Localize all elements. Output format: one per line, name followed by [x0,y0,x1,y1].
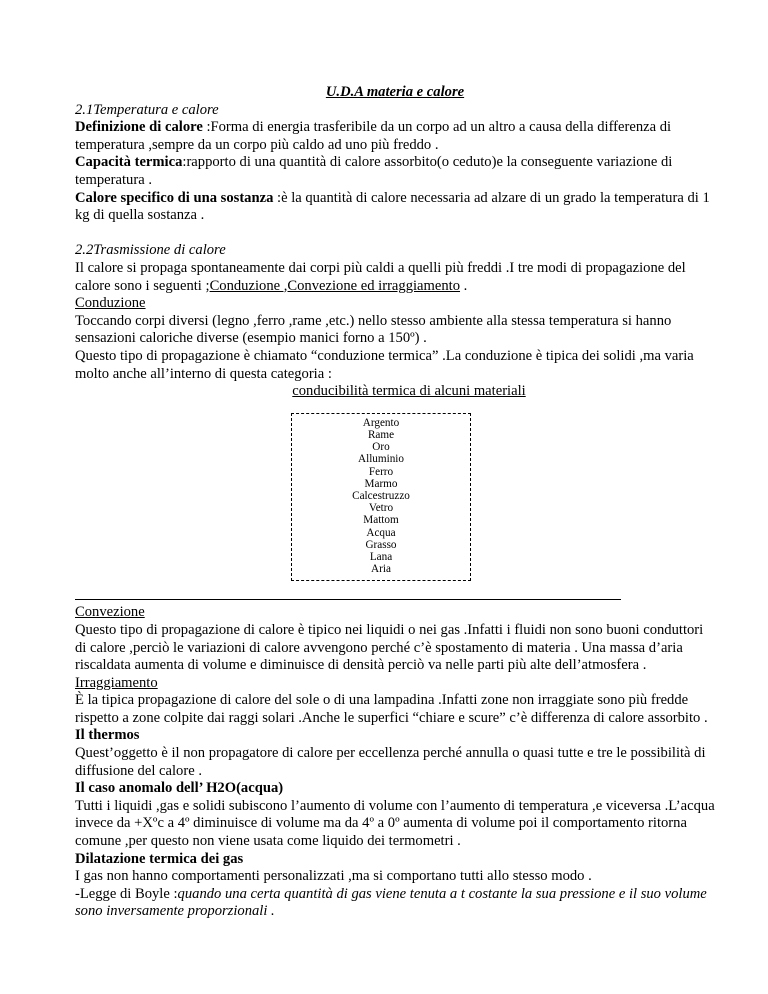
paragraph-h2o: Tutti i liquidi ,gas e solidi subiscono l’aumento di volume con l’aumento di temperatura ,e viceversa .L’acqua invece da +Xºc a 4º diminuisce di volume ma da 4º a 0º aumenta di volume poi il comportamento ritorna comune ,per questo non viene usata come liquido dei termometri . [75,797,715,850]
paragraph-conduzione-1: Toccando corpi diversi (legno ,ferro ,rame ,etc.) nello stesso ambiente alla stessa temperatura si hanno sensazioni caloriche diverse (esempio manici forno a 150º) . [75,312,672,347]
material-item: Vetro [368,502,394,515]
term-calore-specifico: Calore specifico di una sostanza [75,189,274,206]
material-item: Argento [362,416,400,429]
subheading-conduzione: Conduzione [75,295,146,312]
subheading-dilatazione-gas: Dilatazione termica dei gas [75,850,244,867]
paragraph-conduzione-2: Questo tipo di propagazione è chiamato “conduzione termica” .La conduzione è tipica dei solidi ,ma varia molto anche all’interno di questa categoria : [75,347,694,382]
boyle-law-text: quando una certa quantità di gas viene tenuta a t costante la sua pressione e il suo volume sono inversamente proporzionali . [75,885,707,920]
material-item: Rame [367,428,395,441]
document-title: U.D.A materia e calore [325,84,465,100]
modes-underlined: Conduzione ,Convezione ed irraggiamento [209,277,461,294]
paragraph-intro: Il calore si propaga spontaneamente dai corpi più caldi a quelli più freddi .I tre modi di propagazione del calore sono i seguenti ;Conduzione ,Convezione ed irraggiamento . [75,259,686,294]
paragraph-gas: I gas non hanno comportamenti personalizzati ,ma si comportano tutti allo stesso modo . [75,868,592,885]
paragraph-irraggiamento: È la tipica propagazione di calore del sole o di una lampadina .Infatti zone non irraggiate sono più fredde rispetto a zone colpite dai raggi solari .Anche le superfici “chiare e scure” c’è differenza di calore assorbito . [75,692,708,726]
material-item: Grasso [365,538,397,551]
definition-capacita: Capacità termica:rapporto di una quantità di calore assorbito(o ceduto)e la conseguente variazione di temperatura . [75,154,673,188]
paragraph-boyle: -Legge di Boyle :quando una certa quantità di gas viene tenuta a t costante la sua pressione e il suo volume sono inversamente proporzionali . [75,885,707,920]
subheading-h2o: Il caso anomalo dell’ H2O(acqua) [75,780,284,797]
horizontal-divider [75,599,621,600]
section-heading-temperatura: 2.1Temperatura e calore [75,101,219,118]
term-capacita: Capacità termica [75,154,183,171]
material-item: Acqua [366,526,396,539]
term-calore: Definizione di calore [75,119,203,136]
material-item: Alluminio [358,453,404,466]
material-item: Calcestruzzo [352,489,410,502]
material-item: Marmo [364,477,398,490]
subheading-thermos: Il thermos [75,727,140,744]
material-item: Oro [372,441,390,454]
definition-calore-specifico: Calore specifico di una sostanza :è la quantità di calore necessaria ad alzare di un grado la temperatura di 1 kg di quella sostanza . [75,189,710,224]
paragraph-convezione: Questo tipo di propagazione di calore è tipico nei liquidi o nei gas .Infatti i fluidi non sono buoni conduttori di calore ,perciò le variazioni di calore avvengono perché c’è spostamento di materia . Una massa d’aria riscaldata aumenta di volume e diminuisce di densità perciò va nelle parti più alte dell’atmosfera . [75,621,704,674]
subheading-irraggiamento: Irraggiamento [75,674,158,691]
table-caption: conducibilità termica di alcuni materiali [292,383,526,400]
materials-list-box [291,413,471,582]
definition-calore: Definizione di calore :Forma di energia trasferibile da un corpo ad un altro a causa della differenza di temperatura ,sempre da un corpo più caldo ad uno più freddo . [75,119,672,153]
material-item: Aria [371,563,391,576]
document-page [75,84,715,921]
material-item: Lana [369,550,393,563]
material-item: Ferro [368,465,394,478]
paragraph-thermos: Quest’oggetto è il non propagatore di calore per eccellenza perché annulla o quasi tutte e tre le possibilità di diffusione del calore . [75,745,706,779]
section-heading-trasmissione: 2.2Trasmissione di calore [75,242,226,259]
material-item: Mattom [363,514,399,527]
subheading-convezione: Convezione [75,604,145,621]
